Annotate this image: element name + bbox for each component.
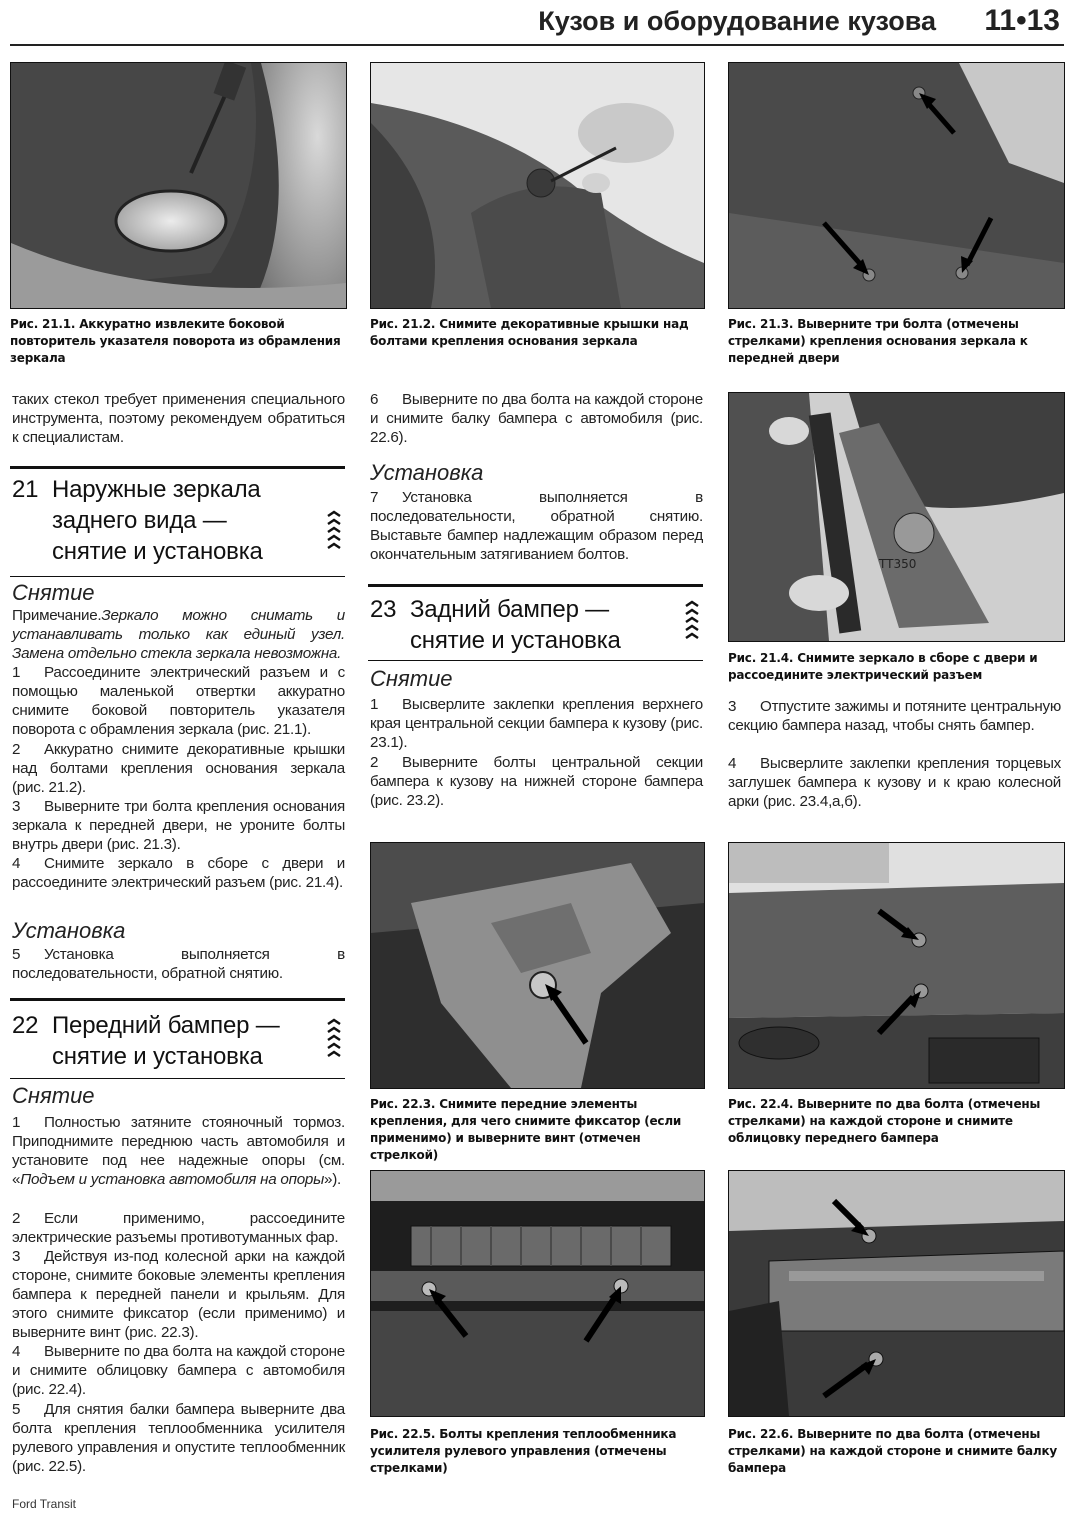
section-21-number: 21	[12, 476, 39, 503]
step-21-5: 5 Установка выполняется в последовательности, обратной снятию.	[12, 946, 345, 982]
caption-fig-21-2: Рис. 21.2. Снимите декоративные крышки над болтами крепления основания зеркала	[370, 317, 689, 348]
step-22-7: 7 Установка выполняется в последовательности, обратной снятию. Выставьте бампер надлежащим образом перед окончательным затягиванием болтов.	[370, 489, 703, 563]
note-label: Примечание.	[12, 607, 102, 624]
page-number: 11•13	[984, 4, 1060, 37]
section-22-rule	[10, 998, 345, 1001]
section-21-underline	[10, 576, 345, 577]
difficulty-icon	[326, 510, 344, 565]
section-23-number: 23	[370, 596, 397, 623]
photo-fig-22-5	[370, 1170, 705, 1417]
step-23-4: 4 Высверлите заклепки крепления торцевых заглушек бампера к кузову и к краю колесной арки (рис. 23.4,а,б).	[728, 755, 1061, 810]
step-22-3: 3 Действуя из-под колесной арки на каждой стороне, снимите боковые элементы крепления бампера к передней панели и крыльям. Для этого снимите фиксатор (если применимо) и выверните винт (рис. 22.3).	[12, 1248, 345, 1341]
photo-fig-21-2	[370, 62, 705, 309]
photo-fig-22-3	[370, 842, 705, 1089]
section-21-heading: 21 Наружные зеркала заднего вида — снятие и установка	[12, 476, 263, 565]
step-22-2: 2 Если применимо, рассоедините электрические разъемы противотуманных фар.	[12, 1210, 345, 1246]
photo-fig-21-1	[10, 62, 347, 309]
photo-fig-22-4	[728, 842, 1065, 1089]
section-22-underline	[10, 1078, 345, 1079]
section-title: Кузов и оборудование кузова	[538, 6, 936, 36]
step-21-4: 4 Снимите зеркало в сборе с двери и рассоедините электрический разъем (рис. 21.4).	[12, 855, 345, 891]
removal-heading-23: Снятие	[370, 666, 453, 691]
step-23-3: 3 Отпустите зажимы и потяните центральную секцию бампера назад, чтобы снять бампер.	[728, 698, 1061, 734]
caption-fig-22-4: Рис. 22.4. Выверните по два болта (отмечены стрелками) на каждой стороне и снимите облицовку переднего бампера	[728, 1097, 1041, 1145]
caption-fig-21-1: Рис. 21.1. Аккуратно извлеките боковой повторитель указателя поворота из обрамления зеркала	[10, 317, 341, 365]
step-21-3: 3 Выверните три болта крепления основания зеркала к передней двери, не уроните болты внутрь двери (рис. 21.3).	[12, 798, 345, 853]
section-23-rule	[368, 584, 703, 587]
caption-fig-21-4: Рис. 21.4. Снимите зеркало в сборе с двери и рассоедините электрический разъем	[728, 651, 1038, 682]
step-23-2: 2 Выверните болты центральной секции бампера к кузову на нижней стороне бампера (рис. 23.2).	[370, 754, 703, 809]
install-heading-22: Установка	[370, 460, 484, 485]
step-22-1: 1 Полностью затяните стояночный тормоз. Приподнимите переднюю часть автомобиля и установите под нее надежные опоры (см. «Подъем и установка автомобиля на опоры»).	[12, 1114, 345, 1188]
photo-fig-22-6	[728, 1170, 1065, 1417]
note-21	[12, 606, 345, 663]
section-22-number: 22	[12, 1012, 39, 1039]
section-23-heading: 23 Задний бампер — снятие и установка	[370, 596, 621, 654]
page-header	[10, 0, 1064, 46]
step-22-6: 6 Выверните по два болта на каждой стороне и снимите балку бампера с автомобиля (рис. 22.6).	[370, 391, 703, 446]
step-23-1: 1 Высверлите заклепки крепления верхнего края центральной секции бампера к кузову (рис. 23.1).	[370, 696, 703, 751]
note-text: Зеркало можно снимать и устанавливать только как единый узел. Замена отдельно стекла зеркала невозможна.	[12, 607, 345, 662]
caption-fig-22-3: Рис. 22.3. Снимите передние элементы крепления, для чего снимите фиксатор (если применимо) и выверните винт (отмечен стрелкой)	[370, 1097, 682, 1162]
photo-fig-21-4	[728, 392, 1065, 642]
footer-model: Ford Transit	[12, 1497, 77, 1511]
section-23-underline	[368, 660, 703, 661]
difficulty-icon	[326, 1018, 344, 1073]
step-21-1: 1 Рассоедините электрический разъем и с помощью маленькой отвертки аккуратно снимите боковой повторитель указателя поворота с обрамления зеркала (рис. 21.1).	[12, 664, 345, 738]
caption-fig-22-5: Рис. 22.5. Болты крепления теплообменника усилителя рулевого управления (отмечены стрелками)	[370, 1427, 677, 1475]
photo-badge-text: TT350	[879, 557, 917, 571]
step-22-5: 5 Для снятия балки бампера выверните два болта крепления теплообменника усилителя рулевого управления и опустите теплообменник (рис. 22.5).	[12, 1401, 345, 1475]
photo-fig-21-3	[728, 62, 1065, 309]
removal-heading-21: Снятие	[12, 580, 95, 605]
difficulty-icon	[684, 600, 702, 655]
install-heading-21: Установка	[12, 918, 126, 943]
intro-paragraph: таких стекол требует применения специального инструмента, поэтому рекомендуем обратиться к специалистам.	[12, 391, 345, 446]
caption-fig-22-6: Рис. 22.6. Выверните по два болта (отмечены стрелками) на каждой стороне и снимите балку бампера	[728, 1427, 1058, 1475]
caption-fig-21-3: Рис. 21.3. Выверните три болта (отмечены стрелками) крепления основания зеркала к передней двери	[728, 317, 1028, 365]
removal-heading-22: Снятие	[12, 1083, 95, 1108]
step-22-4: 4 Выверните по два болта на каждой стороне и снимите облицовку бампера с автомобиля (рис. 22.4).	[12, 1343, 345, 1398]
section-21-rule	[10, 466, 345, 469]
step-21-2: 2 Аккуратно снимите декоративные крышки над болтами крепления основания зеркала (рис. 21.2).	[12, 741, 345, 796]
section-22-heading: 22 Передний бампер — снятие и установка	[12, 1012, 280, 1070]
